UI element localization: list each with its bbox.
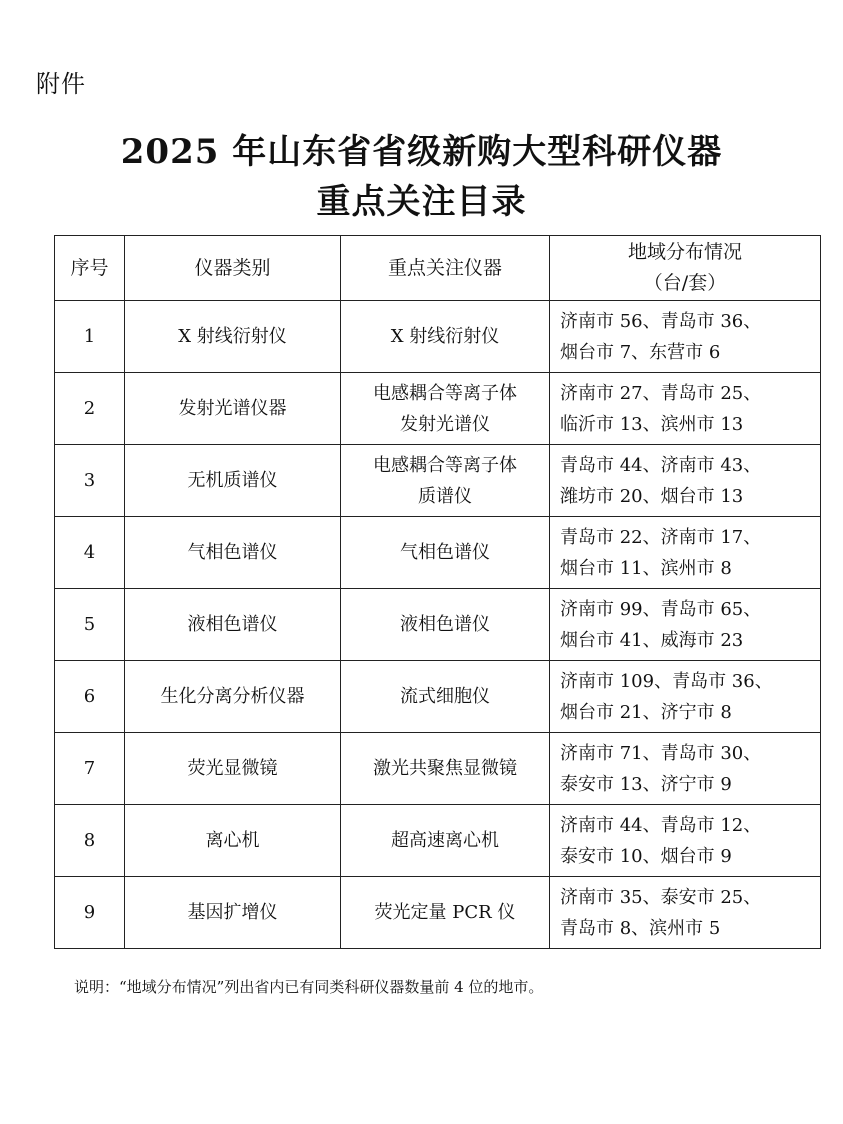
cell-focus-line: 电感耦合等离子体 [373,454,517,476]
cell-distribution [550,877,821,949]
cell-focus-line: X 射线衍射仪 [390,326,500,347]
instrument-catalog-table [54,235,821,949]
cell-focus-line: 超高速离心机 [391,830,499,851]
cell-focus-line: 电感耦合等离子体 [373,382,517,404]
cell-category: 发射光谱仪器 [125,373,341,445]
attachment-label: 附件 [36,70,86,98]
column-header-distribution-title: 地域分布情况 [627,241,742,263]
document-title: 2025 年山东省省级新购大型科研仪器 [120,132,723,172]
cell-index: 2 [55,373,125,445]
cell-distribution [550,517,821,589]
cell-category: 离心机 [125,805,341,877]
cell-distribution [550,805,821,877]
cell-distribution [550,589,821,661]
cell-distribution-line: 济南市 56、青岛市 36、 [560,310,762,332]
cell-distribution [550,445,821,517]
cell-distribution [550,733,821,805]
cell-category: 液相色谱仪 [125,589,341,661]
cell-focus [341,661,550,733]
cell-distribution-line: 济南市 35、泰安市 25、 [560,886,762,908]
cell-distribution [550,301,821,373]
cell-distribution-line: 济南市 99、青岛市 65、 [560,598,762,620]
cell-focus-line: 液相色谱仪 [400,614,490,635]
cell-index: 1 [55,301,125,373]
column-header-focus: 重点关注仪器 [341,236,550,301]
cell-distribution-line: 烟台市 7、东营市 6 [560,341,721,363]
cell-index: 6 [55,661,125,733]
cell-category: X 射线衍射仪 [125,301,341,373]
cell-distribution-line: 烟台市 21、济宁市 8 [560,701,732,723]
cell-focus [341,589,550,661]
column-header-index: 序号 [55,236,125,301]
cell-distribution-line: 青岛市 44、济南市 43、 [560,454,762,476]
table-row [55,877,821,949]
table-row [55,445,821,517]
table-row [55,589,821,661]
cell-focus [341,301,550,373]
cell-focus-line: 荧光定量 PCR 仪 [374,902,516,923]
footnote: 说明：“地域分布情况”列出省内已有同类科研仪器数量前 4 位的地市。 [74,978,544,996]
table-row [55,805,821,877]
cell-focus [341,877,550,949]
cell-distribution-line: 青岛市 8、滨州市 5 [560,917,721,939]
cell-distribution-line: 济南市 44、青岛市 12、 [560,814,762,836]
cell-category: 无机质谱仪 [125,445,341,517]
cell-distribution-line: 临沂市 13、滨州市 13 [560,413,744,435]
cell-focus [341,517,550,589]
cell-distribution-line: 济南市 109、青岛市 36、 [560,670,773,692]
cell-focus [341,445,550,517]
cell-index: 8 [55,805,125,877]
column-header-category: 仪器类别 [125,236,341,301]
cell-category: 气相色谱仪 [125,517,341,589]
cell-category: 生化分离分析仪器 [125,661,341,733]
cell-index: 5 [55,589,125,661]
cell-focus-line: 激光共聚焦显微镜 [373,758,517,779]
cell-focus [341,373,550,445]
table-header-row [55,236,821,301]
cell-distribution-line: 泰安市 13、济宁市 9 [560,773,732,795]
cell-category: 基因扩增仪 [125,877,341,949]
cell-focus [341,805,550,877]
cell-index: 7 [55,733,125,805]
cell-index: 4 [55,517,125,589]
cell-distribution-line: 济南市 27、青岛市 25、 [560,382,762,404]
cell-category: 荧光显微镜 [125,733,341,805]
column-header-distribution [550,236,821,301]
cell-index: 9 [55,877,125,949]
cell-distribution-line: 济南市 71、青岛市 30、 [560,742,762,764]
cell-focus [341,733,550,805]
table-row [55,661,821,733]
cell-distribution-line: 青岛市 22、济南市 17、 [560,526,762,548]
table-row [55,373,821,445]
table-row [55,733,821,805]
cell-distribution-line: 潍坊市 20、烟台市 13 [560,485,744,507]
document-subtitle: 重点关注目录 [316,182,527,222]
cell-focus-line: 质谱仪 [418,485,472,507]
table-row [55,301,821,373]
cell-focus-line: 气相色谱仪 [400,542,490,563]
cell-distribution-line: 烟台市 11、滨州市 8 [560,557,732,579]
table-row [55,517,821,589]
cell-distribution [550,373,821,445]
cell-focus-line: 发射光谱仪 [400,413,490,435]
cell-focus-line: 流式细胞仪 [400,686,490,707]
cell-distribution-line: 烟台市 41、威海市 23 [560,629,744,651]
cell-distribution [550,661,821,733]
cell-index: 3 [55,445,125,517]
cell-distribution-line: 泰安市 10、烟台市 9 [560,845,732,867]
column-header-distribution-unit: （台/套） [643,272,727,294]
